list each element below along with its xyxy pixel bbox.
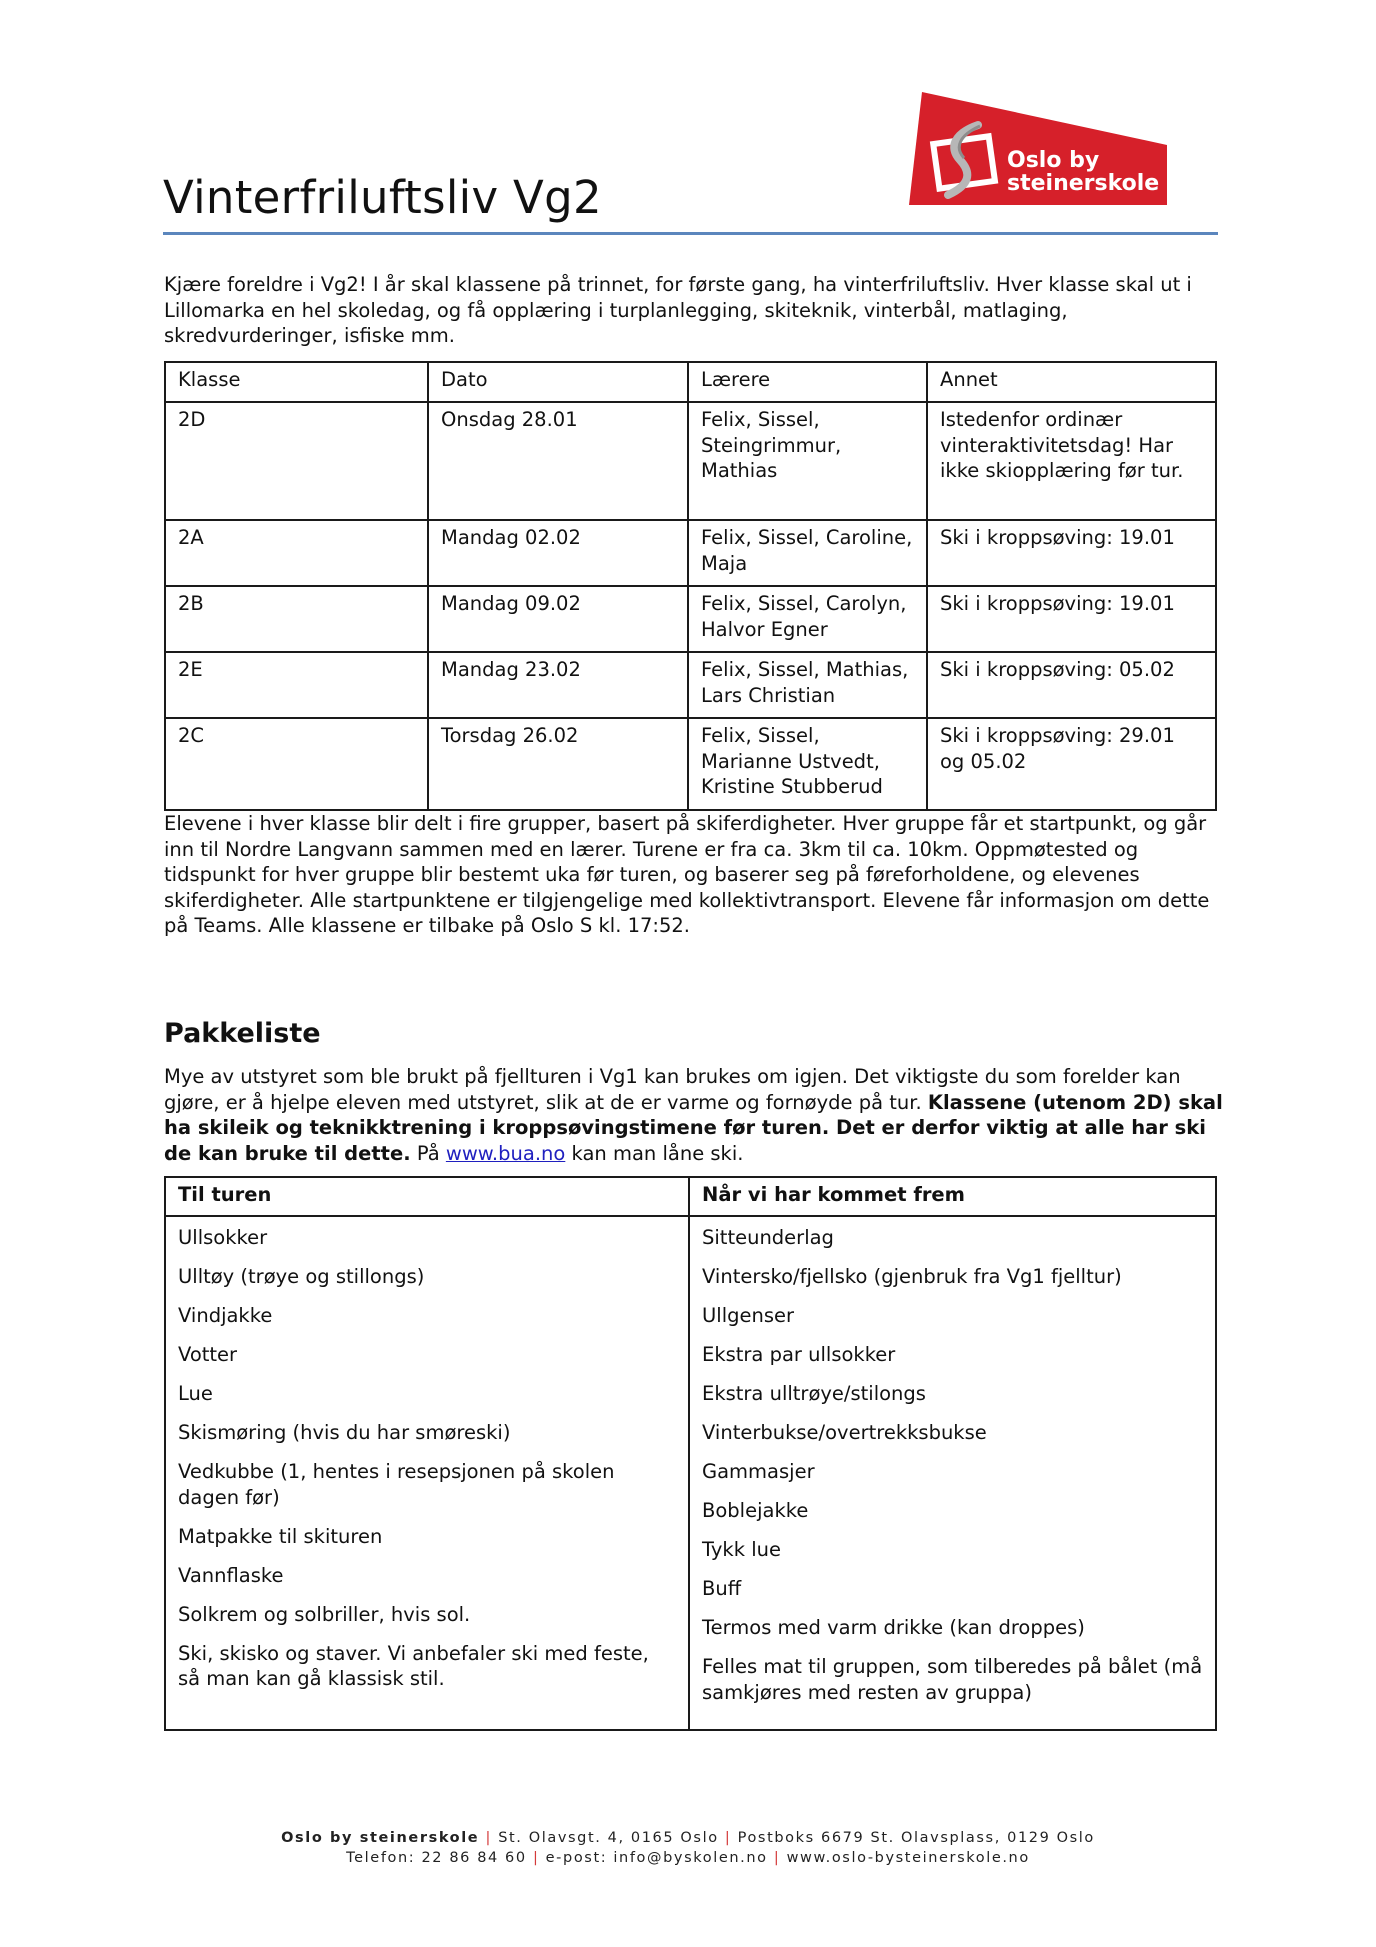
footer-email: e-post: info@byskolen.no xyxy=(545,1850,768,1866)
cell-laerere: Felix, Sissel, Steingrimmur, Mathias xyxy=(688,402,927,520)
list-item: Boblejakke xyxy=(702,1499,809,1522)
title-divider xyxy=(163,232,1218,235)
page-title: Vinterfriluftsliv Vg2 xyxy=(163,171,602,224)
cell-klasse: 2C xyxy=(165,718,428,810)
list-item: Ullgenser xyxy=(702,1304,795,1327)
list-item: Ekstra par ullsokker xyxy=(702,1343,896,1366)
cell-laerere: Felix, Sissel, Mathias, Lars Christian xyxy=(688,652,927,718)
naar-vi-har-kommet-frem-list xyxy=(689,1216,1216,1730)
bua-link[interactable]: www.bua.no xyxy=(445,1141,566,1165)
cell-dato: Onsdag 28.01 xyxy=(428,402,688,520)
packing-intro-pre-link: På xyxy=(410,1141,446,1165)
list-item: Votter xyxy=(178,1343,238,1366)
school-logo xyxy=(900,85,1180,210)
table-row xyxy=(165,586,1216,652)
list-item: Ulltøy (trøye og stillongs) xyxy=(178,1265,425,1288)
packing-header-row xyxy=(165,1177,1216,1216)
list-item: Gammasjer xyxy=(702,1460,815,1483)
list-item: Vedkubbe (1, hentes i resepsjonen på skolen dagen før) xyxy=(178,1460,615,1509)
packing-list-heading: Pakkeliste xyxy=(164,1018,321,1049)
list-item: Tykk lue xyxy=(702,1538,781,1561)
list-item: Lue xyxy=(178,1382,213,1405)
logo-line1: Oslo by xyxy=(1007,148,1100,173)
footer-separator: | xyxy=(773,1850,781,1866)
list-item: Ski, skisko og staver. Vi anbefaler ski med feste, så man kan gå klassisk stil. xyxy=(178,1641,649,1690)
cell-annet: Ski i kroppsøving: 19.01 xyxy=(927,520,1216,586)
footer-line-2 xyxy=(0,1848,1376,1868)
footer-line-1 xyxy=(0,1828,1376,1848)
list-item: Felles mat til gruppen, som tilberedes på bålet (må samkjøres med resten av gruppa) xyxy=(702,1655,1203,1704)
list-item: Vinterbukse/overtrekksbukse xyxy=(702,1421,987,1444)
table-row xyxy=(165,718,1216,810)
packing-intro-bold: Klassene (utenom 2D) skal ha skileik og teknikktrening i kroppsøvingstimene før turen. Det er derfor viktig at alle har ski de kan bruke til dette. xyxy=(164,1090,1223,1165)
cell-laerere: Felix, Sissel, Carolyn, Halvor Egner xyxy=(688,586,927,652)
list-item: Skismøring (hvis du har smøreski) xyxy=(178,1421,511,1444)
footer-school-name: Oslo by steinerskole xyxy=(281,1830,480,1846)
table-row xyxy=(165,652,1216,718)
table-row xyxy=(165,520,1216,586)
packing-table xyxy=(164,1176,1217,1731)
cell-annet: Ski i kroppsøving: 05.02 xyxy=(927,652,1216,718)
logo-badge-icon xyxy=(900,85,1180,210)
intro-paragraph: Kjære foreldre i Vg2! I år skal klassene på trinnet, for første gang, ha vinterfriluftsliv. Hver klasse skal ut i Lillomarka en hel skoledag, og få opplæring i turplanlegging, skiteknik, vinterbål, matlaging, skredvurderinger, isfiske mm. xyxy=(164,273,1192,347)
list-item: Termos med varm drikke (kan droppes) xyxy=(702,1616,1085,1639)
page-footer xyxy=(0,1828,1376,1868)
list-item: Ekstra ulltrøye/stilongs xyxy=(702,1382,926,1405)
til-turen-list xyxy=(165,1216,689,1730)
footer-separator: | xyxy=(724,1830,732,1846)
footer-address: St. Olavsgt. 4, 0165 Oslo xyxy=(498,1830,719,1846)
packing-intro-text: Mye av utstyret som ble brukt på fjellturen i Vg1 kan brukes om igjen. Det viktigste du som forelder kan gjøre, er å hjelpe eleven med utstyret, slik at de er varme og fornøyde på tur. xyxy=(164,1065,1181,1114)
footer-website: www.oslo-bysteinerskole.no xyxy=(786,1850,1030,1866)
cell-klasse: 2B xyxy=(165,586,428,652)
cell-annet: Ski i kroppsøving: 29.01 og 05.02 xyxy=(927,718,1216,810)
header-naar-vi-har-kommet-frem: Når vi har kommet frem xyxy=(689,1177,1216,1216)
cell-dato: Torsdag 26.02 xyxy=(428,718,688,810)
list-item: Vindjakke xyxy=(178,1304,273,1327)
cell-laerere: Felix, Sissel, Marianne Ustvedt, Kristine Stubberud xyxy=(688,718,927,810)
cell-dato: Mandag 23.02 xyxy=(428,652,688,718)
list-item: Ullsokker xyxy=(178,1226,268,1249)
list-item: Vintersko/fjellsko (gjenbruk fra Vg1 fjelltur) xyxy=(702,1265,1122,1288)
header-annet: Annet xyxy=(927,362,1216,402)
footer-separator: | xyxy=(532,1850,540,1866)
header-dato: Dato xyxy=(428,362,688,402)
header-til-turen: Til turen xyxy=(165,1177,689,1216)
list-item: Matpakke til skituren xyxy=(178,1524,383,1548)
cell-klasse: 2D xyxy=(165,402,428,520)
footer-separator: | xyxy=(485,1830,492,1846)
list-item: Vannflaske xyxy=(178,1563,284,1587)
footer-phone: Telefon: 22 86 84 60 xyxy=(346,1850,527,1866)
footer-postbox: Postboks 6679 St. Olavsplass, 0129 Oslo xyxy=(737,1830,1095,1846)
cell-annet: Ski i kroppsøving: 19.01 xyxy=(927,586,1216,652)
packing-intro-post-link: kan man låne ski. xyxy=(565,1141,744,1165)
cell-dato: Mandag 09.02 xyxy=(428,586,688,652)
list-item: Buff xyxy=(702,1577,742,1600)
cell-klasse: 2A xyxy=(165,520,428,586)
table-row xyxy=(165,402,1216,520)
logo-line2: steinerskole xyxy=(1007,171,1160,196)
list-item: Sitteunderlag xyxy=(702,1226,834,1249)
header-laerere: Lærere xyxy=(688,362,927,402)
cell-laerere: Felix, Sissel, Caroline, Maja xyxy=(688,520,927,586)
schedule-header-row xyxy=(165,362,1216,402)
header-klasse: Klasse xyxy=(165,362,428,402)
packing-intro-paragraph xyxy=(164,1064,1234,1166)
list-item: Solkrem og solbriller, hvis sol. xyxy=(178,1602,471,1626)
packing-list-row xyxy=(165,1216,1216,1730)
groups-info-paragraph: Elevene i hver klasse blir delt i fire grupper, basert på skiferdigheter. Hver gruppe får et startpunkt, og går inn til Nordre Langvann sammen med en lærer. Turene er fra ca. 3km til ca. 10km. Oppmøtested og tidspunkt for hver gruppe blir bestemt uka før turen, og baserer seg på føreforholdene, og elevenes skiferdigheter. Alle startpunktene er tilgjengelige med kollektivtransport. Elevene får informasjon om dette på Teams. Alle klassene er tilbake på Oslo S kl. 17:52. xyxy=(164,812,1210,937)
schedule-table xyxy=(164,361,1217,811)
cell-klasse: 2E xyxy=(165,652,428,718)
cell-annet: Istedenfor ordinær vinteraktivitetsdag! Har ikke skiopplæring før tur. xyxy=(927,402,1216,520)
cell-dato: Mandag 02.02 xyxy=(428,520,688,586)
